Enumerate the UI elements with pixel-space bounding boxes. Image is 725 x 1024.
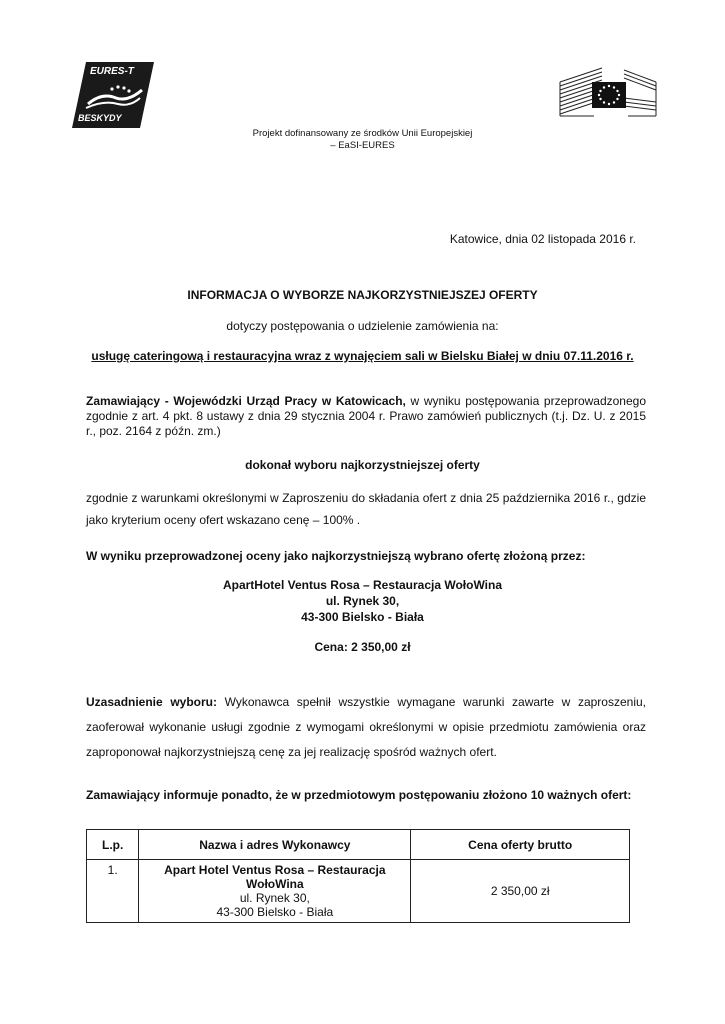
project-line-2: – EaSI-EURES	[330, 140, 395, 151]
paragraph-criteria: zgodnie z warunkami określonymi w Zaproszeniu do składania ofert z dnia 25 października 2016 r., gdzie jako kryterium oceny ofert wskazano cenę – 100% .	[86, 491, 646, 527]
row-contractor	[139, 860, 411, 923]
justification-text: Wykonawca spełnił wszystkie wymagane warunki zawarte w zaproszeniu, zaoferował wykonanie usługi zgodnie z wymogami określonymi w opisie przedmiotu zamówienia oraz zaproponował najkorzystniejszą cenę za jej realizację spośród ważnych ofert.	[86, 695, 646, 759]
contracting-authority-name: Zamawiający - Wojewódzki Urząd Pracy w Katowicach,	[86, 394, 406, 408]
winner-street: ul. Rynek 30,	[325, 594, 400, 608]
date-line: Katowice, dnia 02 listopada 2016 r.	[449, 232, 636, 246]
logo-left-line2: BESKYDY	[78, 113, 122, 123]
winner-city: 43-300 Bielsko - Biała	[301, 610, 424, 624]
header-contractor: Nazwa i adres Wykonawcy	[139, 830, 411, 860]
eures-t-beskydy-logo	[72, 62, 154, 128]
row-contractor-city: 43-300 Bielsko - Biała	[216, 905, 334, 919]
winner-name: ApartHotel Ventus Rosa – Restauracja WołoWina	[222, 578, 503, 592]
header-lp: L.p.	[87, 830, 139, 860]
document-title: INFORMACJA O WYBORZE NAJKORZYSTNIEJSZEJ OFERTY	[187, 288, 538, 302]
row-contractor-street: ul. Rynek 30,	[239, 891, 310, 905]
row-contractor-name-1: Apart Hotel Ventus Rosa – Restauracja	[164, 863, 386, 877]
logo-left-line1: EURES-T	[90, 66, 134, 77]
document-subtitle: dotyczy postępowania o udzielenie zamówienia na:	[226, 319, 499, 333]
paragraph-justification	[86, 690, 646, 765]
result-intro: W wyniku przeprowadzonej oceny jako najkorzystniejszą wybrano ofertę złożoną przez:	[86, 549, 586, 563]
project-line-1: Projekt dofinansowany ze środków Unii Europejskiej	[252, 128, 473, 139]
row-contractor-name-2: WołoWina	[246, 877, 304, 891]
offers-table	[86, 829, 630, 923]
paragraph-contracting-authority	[86, 394, 646, 439]
row-price: 2 350,00 zł	[411, 860, 630, 923]
header-price: Cena oferty brutto	[411, 830, 630, 860]
choice-heading: dokonał wyboru najkorzystniejszej oferty	[245, 458, 480, 472]
procurement-subject: usługę cateringową i restauracyjna wraz z wynajęciem sali w Bielsku Białej w dniu 07.11.2016 r.	[91, 349, 634, 363]
paragraph-1-text: w wyniku postępowania przeprowadzonego zgodnie z art. 4 pkt. 8 ustawy z dnia 29 stycznia 2004 r. Prawo zamówień publicznych (t.j. Dz. U. z 2015 r., poz. 2164 z późn. zm.)	[86, 394, 647, 438]
justification-label: Uzasadnienie wyboru:	[86, 695, 217, 709]
winner-price: Cena: 2 350,00 zł	[314, 640, 411, 654]
table-row	[87, 860, 630, 923]
offers-info-line: Zamawiający informuje ponadto, że w przedmiotowym postępowaniu złożono 10 ważnych ofert:	[86, 788, 632, 802]
row-lp: 1.	[87, 860, 139, 923]
european-commission-logo	[558, 62, 658, 118]
table-header-row	[87, 830, 630, 860]
